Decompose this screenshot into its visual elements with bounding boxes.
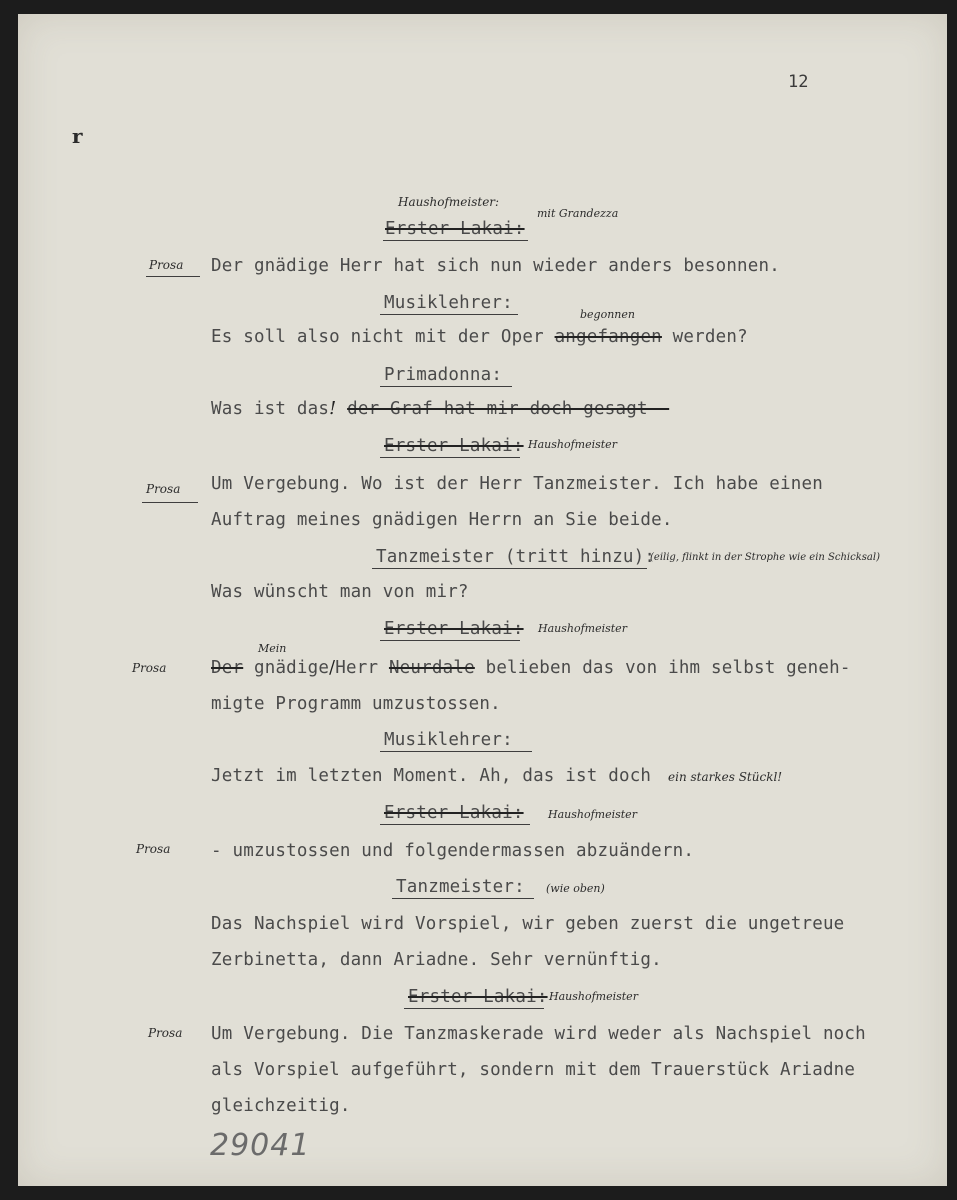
dialogue-line: - umzustossen und folgendermassen abzuändern. [211, 841, 695, 861]
struck-text: der Graf hat mir doch gesagt - [347, 399, 670, 419]
speaker-name: Musiklehrer: [384, 730, 513, 750]
line-text: gnädige [253, 658, 330, 678]
speaker-correction: Haushofmeister [549, 990, 638, 1003]
struck-word: angefangen [554, 327, 662, 347]
dialogue-line: als Vorspiel aufgeführt, sondern mit dem Trauerstück Ariadne [211, 1060, 856, 1080]
speaker-underline [380, 457, 520, 458]
dialogue-line: Der gnädige Herr hat sich nun wieder anders besonnen. [211, 256, 781, 276]
speaker-underline [404, 1008, 544, 1009]
margin-note-underline [146, 276, 200, 277]
dialogue-line: Was wünscht man von mir? [211, 582, 469, 602]
speaker-underline [380, 751, 532, 752]
dialogue-line: migte Programm umzustossen. [211, 694, 501, 714]
speaker-struck: Erster Lakai: [385, 219, 525, 239]
speaker-name: Musiklehrer: [384, 293, 513, 313]
speaker-underline [383, 240, 528, 241]
speaker-struck: Erster Lakai: [408, 987, 548, 1007]
speaker-name: Primadonna: [384, 365, 503, 385]
insert-correction: begonnen [580, 308, 635, 321]
margin-note: Prosa [146, 482, 181, 496]
speaker-correction: Haushofmeister [548, 808, 637, 821]
speaker-underline [380, 314, 518, 315]
speaker-name: Tanzmeister (tritt hinzu): [376, 547, 656, 567]
line-text: belieben das von ihm selbst geneh- [485, 658, 851, 678]
struck-word: Neurdale [388, 658, 475, 678]
margin-note: Prosa [132, 661, 167, 675]
line-text: werden? [672, 327, 748, 347]
insert-correction: Mein [258, 642, 287, 655]
dialogue-line: Um Vergebung. Die Tanzmaskerade wird weder als Nachspiel noch [211, 1024, 866, 1044]
dialogue-line: Das Nachspiel wird Vorspiel, wir geben zuerst die ungetreue [211, 914, 845, 934]
dialogue-line: gleichzeitig. [211, 1096, 351, 1116]
dialogue-line: Auftrag meines gnädigen Herrn an Sie beide. [211, 510, 673, 530]
margin-note: Prosa [148, 1026, 183, 1040]
speaker-underline [380, 640, 520, 641]
speaker-underline [380, 824, 530, 825]
dialogue-line: Der gnädige/Herr Neurdale belieben das von ihm selbst geneh- [211, 658, 851, 678]
dialogue-line [211, 766, 651, 786]
speaker-struck: Erster Lakai: [384, 619, 524, 639]
archive-number: 29041 [210, 1128, 311, 1163]
line-text: Jetzt im letzten Moment. Ah, das ist doch [211, 766, 652, 786]
dialogue-line [211, 327, 748, 347]
dialogue-line: Zerbinetta, dann Ariadne. Sehr vernünftig. [211, 950, 662, 970]
speaker-struck: Erster Lakai: [384, 803, 524, 823]
margin-note: Prosa [136, 842, 171, 856]
page-number: 12 [788, 72, 809, 92]
struck-word: Der [211, 658, 244, 678]
corner-mark: r [72, 124, 83, 148]
speaker-underline [372, 568, 647, 569]
line-text: Was ist das [211, 399, 330, 419]
dialogue-line: Um Vergebung. Wo ist der Herr Tanzmeister. Ich habe einen [211, 474, 823, 494]
margin-note-underline [142, 502, 198, 503]
speaker-underline [392, 898, 534, 899]
handwritten-insert: ein starkes Stückl! [668, 770, 783, 784]
paper-sheet [18, 14, 947, 1186]
line-text: Herr [335, 658, 379, 678]
speaker-correction: Haushofmeister: [398, 195, 500, 209]
speaker-correction: Haushofmeister [528, 438, 617, 451]
speaker-struck: Erster Lakai: [384, 436, 524, 456]
line-text: Es soll also nicht mit der Oper [211, 327, 544, 347]
handwritten-mark: ! [329, 399, 337, 419]
speaker-correction: Haushofmeister [538, 622, 627, 635]
dialogue-line [211, 399, 669, 419]
stage-direction: (wie oben) [546, 882, 605, 895]
speaker-name: Tanzmeister: [396, 877, 525, 897]
stage-direction: mit Grandezza [537, 207, 619, 220]
speaker-underline [380, 386, 512, 387]
margin-note: Prosa [149, 258, 184, 272]
stage-direction: (eilig, flinkt in der Strophe wie ein Schicksal) [650, 552, 880, 563]
